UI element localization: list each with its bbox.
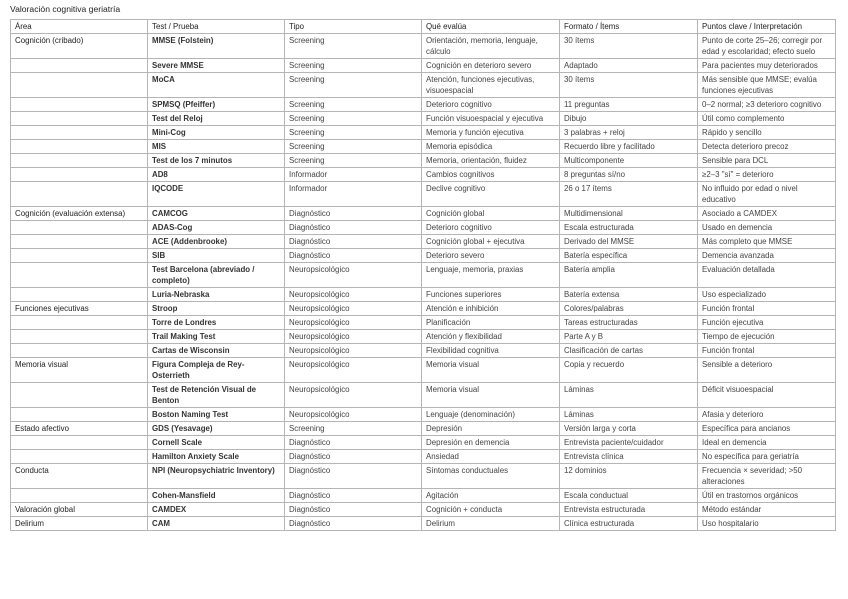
type-cell: Screening <box>285 34 422 59</box>
area-cell: Delirium <box>11 517 148 531</box>
evaluates-cell: Síntomas conductuales <box>422 464 560 489</box>
header-evaluates: Qué evalúa <box>422 20 560 34</box>
area-cell: Estado afectivo <box>11 422 148 436</box>
key-points-cell: Sensible para DCL <box>698 154 836 168</box>
area-cell <box>11 408 148 422</box>
assessment-table <box>10 19 836 531</box>
test-cell: NPI (Neuropsychiatric Inventory) <box>148 464 285 489</box>
format-cell: Escala conductual <box>560 489 698 503</box>
evaluates-cell: Función visuoespacial y ejecutiva <box>422 112 560 126</box>
test-cell: Boston Naming Test <box>148 408 285 422</box>
table-row <box>11 73 836 98</box>
format-cell: Tareas estructuradas <box>560 316 698 330</box>
evaluates-cell: Cognición en deterioro severo <box>422 59 560 73</box>
test-cell: CAMCOG <box>148 207 285 221</box>
test-cell: ACE (Addenbrooke) <box>148 235 285 249</box>
table-row <box>11 235 836 249</box>
format-cell: 3 palabras + reloj <box>560 126 698 140</box>
header-area: Área <box>11 20 148 34</box>
key-points-cell: Función frontal <box>698 302 836 316</box>
test-cell: Cohen-Mansfield <box>148 489 285 503</box>
table-row <box>11 288 836 302</box>
type-cell: Neuropsicológico <box>285 408 422 422</box>
type-cell: Neuropsicológico <box>285 288 422 302</box>
test-cell: Torre de Londres <box>148 316 285 330</box>
format-cell: Batería extensa <box>560 288 698 302</box>
area-cell: Cognición (cribado) <box>11 34 148 59</box>
type-cell: Neuropsicológico <box>285 383 422 408</box>
area-cell <box>11 316 148 330</box>
type-cell: Screening <box>285 126 422 140</box>
format-cell: 30 ítems <box>560 34 698 59</box>
type-cell: Screening <box>285 422 422 436</box>
area-cell <box>11 140 148 154</box>
format-cell: Multicomponente <box>560 154 698 168</box>
format-cell: 12 dominios <box>560 464 698 489</box>
area-cell: Funciones ejecutivas <box>11 302 148 316</box>
type-cell: Neuropsicológico <box>285 358 422 383</box>
table-row <box>11 221 836 235</box>
table-header-row <box>11 20 836 34</box>
key-points-cell: Afasia y deterioro <box>698 408 836 422</box>
area-cell <box>11 450 148 464</box>
type-cell: Screening <box>285 154 422 168</box>
test-cell: Hamilton Anxiety Scale <box>148 450 285 464</box>
key-points-cell: Evaluación detallada <box>698 263 836 288</box>
type-cell: Neuropsicológico <box>285 302 422 316</box>
area-cell <box>11 436 148 450</box>
test-cell: MMSE (Folstein) <box>148 34 285 59</box>
type-cell: Screening <box>285 112 422 126</box>
area-cell <box>11 288 148 302</box>
key-points-cell: Rápido y sencillo <box>698 126 836 140</box>
format-cell: Multidimensional <box>560 207 698 221</box>
test-cell: MoCA <box>148 73 285 98</box>
table-row <box>11 59 836 73</box>
key-points-cell: Sensible a deterioro <box>698 358 836 383</box>
evaluates-cell: Funciones superiores <box>422 288 560 302</box>
format-cell: Parte A y B <box>560 330 698 344</box>
area-cell <box>11 330 148 344</box>
type-cell: Diagnóstico <box>285 436 422 450</box>
format-cell: Versión larga y corta <box>560 422 698 436</box>
evaluates-cell: Atención, funciones ejecutivas, visuoespacial <box>422 73 560 98</box>
area-cell <box>11 221 148 235</box>
key-points-cell: ≥2–3 "sí" = deterioro <box>698 168 836 182</box>
key-points-cell: 0–2 normal; ≥3 deterioro cognitivo <box>698 98 836 112</box>
key-points-cell: Uso especializado <box>698 288 836 302</box>
area-cell <box>11 344 148 358</box>
type-cell: Informador <box>285 182 422 207</box>
evaluates-cell: Cognición global + ejecutiva <box>422 235 560 249</box>
table-row <box>11 450 836 464</box>
header-key-points: Puntos clave / Interpretación <box>698 20 836 34</box>
area-cell: Conducta <box>11 464 148 489</box>
evaluates-cell: Deterioro cognitivo <box>422 98 560 112</box>
type-cell: Diagnóstico <box>285 235 422 249</box>
area-cell <box>11 168 148 182</box>
table-row <box>11 358 836 383</box>
table-row <box>11 503 836 517</box>
evaluates-cell: Memoria visual <box>422 358 560 383</box>
evaluates-cell: Lenguaje (denominación) <box>422 408 560 422</box>
format-cell: Láminas <box>560 383 698 408</box>
key-points-cell: Uso hospitalario <box>698 517 836 531</box>
document-title: Valoración cognitiva geriatría <box>10 4 121 14</box>
type-cell: Diagnóstico <box>285 517 422 531</box>
key-points-cell: Útil en trastornos orgánicos <box>698 489 836 503</box>
evaluates-cell: Delirium <box>422 517 560 531</box>
test-cell: Test de los 7 minutos <box>148 154 285 168</box>
key-points-cell: Función frontal <box>698 344 836 358</box>
area-cell <box>11 73 148 98</box>
evaluates-cell: Cognición + conducta <box>422 503 560 517</box>
key-points-cell: Específica para ancianos <box>698 422 836 436</box>
table-row <box>11 140 836 154</box>
table-row <box>11 263 836 288</box>
header-format: Formato / Ítems <box>560 20 698 34</box>
evaluates-cell: Ansiedad <box>422 450 560 464</box>
evaluates-cell: Memoria episódica <box>422 140 560 154</box>
table-row <box>11 383 836 408</box>
test-cell: GDS (Yesavage) <box>148 422 285 436</box>
table-row <box>11 182 836 207</box>
key-points-cell: Ideal en demencia <box>698 436 836 450</box>
type-cell: Screening <box>285 59 422 73</box>
type-cell: Screening <box>285 140 422 154</box>
table-row <box>11 464 836 489</box>
key-points-cell: Función ejecutiva <box>698 316 836 330</box>
area-cell <box>11 249 148 263</box>
key-points-cell: Usado en demencia <box>698 221 836 235</box>
table-row <box>11 408 836 422</box>
format-cell: 8 preguntas sí/no <box>560 168 698 182</box>
evaluates-cell: Deterioro cognitivo <box>422 221 560 235</box>
type-cell: Neuropsicológico <box>285 316 422 330</box>
test-cell: Stroop <box>148 302 285 316</box>
table-row <box>11 34 836 59</box>
header-test: Test / Prueba <box>148 20 285 34</box>
test-cell: CAM <box>148 517 285 531</box>
area-cell <box>11 112 148 126</box>
key-points-cell: Punto de corte 25–26; corregir por edad y escolaridad; efecto suelo <box>698 34 836 59</box>
evaluates-cell: Agitación <box>422 489 560 503</box>
area-cell: Cognición (evaluación extensa) <box>11 207 148 221</box>
area-cell: Memoria visual <box>11 358 148 383</box>
test-cell: SIB <box>148 249 285 263</box>
format-cell: Entrevista paciente/cuidador <box>560 436 698 450</box>
format-cell: 26 o 17 ítems <box>560 182 698 207</box>
area-cell <box>11 98 148 112</box>
test-cell: Test Barcelona (abreviado / completo) <box>148 263 285 288</box>
format-cell: Adaptado <box>560 59 698 73</box>
evaluates-cell: Memoria visual <box>422 383 560 408</box>
format-cell: Derivado del MMSE <box>560 235 698 249</box>
area-cell <box>11 383 148 408</box>
evaluates-cell: Orientación, memoria, lenguaje, cálculo <box>422 34 560 59</box>
evaluates-cell: Memoria, orientación, fluidez <box>422 154 560 168</box>
key-points-cell: Más completo que MMSE <box>698 235 836 249</box>
area-cell <box>11 182 148 207</box>
test-cell: Luria-Nebraska <box>148 288 285 302</box>
table-row <box>11 112 836 126</box>
test-cell: IQCODE <box>148 182 285 207</box>
evaluates-cell: Planificación <box>422 316 560 330</box>
table-row <box>11 316 836 330</box>
key-points-cell: Método estándar <box>698 503 836 517</box>
test-cell: Cornell Scale <box>148 436 285 450</box>
format-cell: 30 ítems <box>560 73 698 98</box>
type-cell: Screening <box>285 98 422 112</box>
table-row <box>11 344 836 358</box>
evaluates-cell: Depresión <box>422 422 560 436</box>
table-row <box>11 422 836 436</box>
table-row <box>11 207 836 221</box>
evaluates-cell: Deterioro severo <box>422 249 560 263</box>
evaluates-cell: Lenguaje, memoria, praxias <box>422 263 560 288</box>
test-cell: Mini-Cog <box>148 126 285 140</box>
test-cell: SPMSQ (Pfeiffer) <box>148 98 285 112</box>
test-cell: AD8 <box>148 168 285 182</box>
key-points-cell: Frecuencia × severidad; >50 alteraciones <box>698 464 836 489</box>
table-row <box>11 489 836 503</box>
area-cell: Valoración global <box>11 503 148 517</box>
table-row <box>11 330 836 344</box>
test-cell: Test del Reloj <box>148 112 285 126</box>
area-cell <box>11 235 148 249</box>
format-cell: 11 preguntas <box>560 98 698 112</box>
format-cell: Batería específica <box>560 249 698 263</box>
format-cell: Entrevista estructurada <box>560 503 698 517</box>
evaluates-cell: Atención e inhibición <box>422 302 560 316</box>
table-row <box>11 126 836 140</box>
type-cell: Diagnóstico <box>285 221 422 235</box>
evaluates-cell: Memoria y función ejecutiva <box>422 126 560 140</box>
test-cell: MIS <box>148 140 285 154</box>
format-cell: Clínica estructurada <box>560 517 698 531</box>
evaluates-cell: Cambios cognitivos <box>422 168 560 182</box>
key-points-cell: Útil como complemento <box>698 112 836 126</box>
type-cell: Diagnóstico <box>285 503 422 517</box>
key-points-cell: Tiempo de ejecución <box>698 330 836 344</box>
table-row <box>11 98 836 112</box>
type-cell: Neuropsicológico <box>285 263 422 288</box>
format-cell: Batería amplia <box>560 263 698 288</box>
test-cell: Severe MMSE <box>148 59 285 73</box>
format-cell: Láminas <box>560 408 698 422</box>
table-row <box>11 168 836 182</box>
evaluates-cell: Atención y flexibilidad <box>422 330 560 344</box>
type-cell: Screening <box>285 73 422 98</box>
key-points-cell: Déficit visuoespacial <box>698 383 836 408</box>
table-row <box>11 154 836 168</box>
test-cell: Test de Retención Visual de Benton <box>148 383 285 408</box>
table-row <box>11 436 836 450</box>
test-cell: ADAS-Cog <box>148 221 285 235</box>
evaluates-cell: Flexibilidad cognitiva <box>422 344 560 358</box>
key-points-cell: Más sensible que MMSE; evalúa funciones ejecutivas <box>698 73 836 98</box>
type-cell: Diagnóstico <box>285 464 422 489</box>
evaluates-cell: Cognición global <box>422 207 560 221</box>
key-points-cell: Asociado a CAMDEX <box>698 207 836 221</box>
format-cell: Clasificación de cartas <box>560 344 698 358</box>
table-body <box>11 34 836 531</box>
type-cell: Diagnóstico <box>285 207 422 221</box>
header-type: Tipo <box>285 20 422 34</box>
format-cell: Entrevista clínica <box>560 450 698 464</box>
key-points-cell: Detecta deterioro precoz <box>698 140 836 154</box>
table-row <box>11 302 836 316</box>
type-cell: Neuropsicológico <box>285 344 422 358</box>
format-cell: Dibujo <box>560 112 698 126</box>
area-cell <box>11 489 148 503</box>
type-cell: Diagnóstico <box>285 249 422 263</box>
type-cell: Diagnóstico <box>285 450 422 464</box>
format-cell: Copia y recuerdo <box>560 358 698 383</box>
area-cell <box>11 154 148 168</box>
key-points-cell: Para pacientes muy deteriorados <box>698 59 836 73</box>
type-cell: Informador <box>285 168 422 182</box>
key-points-cell: No influido por edad o nivel educativo <box>698 182 836 207</box>
format-cell: Escala estructurada <box>560 221 698 235</box>
test-cell: Cartas de Wisconsin <box>148 344 285 358</box>
area-cell <box>11 263 148 288</box>
evaluates-cell: Depresión en demencia <box>422 436 560 450</box>
key-points-cell: Demencia avanzada <box>698 249 836 263</box>
table-row <box>11 249 836 263</box>
test-cell: CAMDEX <box>148 503 285 517</box>
key-points-cell: No específica para geriatría <box>698 450 836 464</box>
type-cell: Diagnóstico <box>285 489 422 503</box>
evaluates-cell: Declive cognitivo <box>422 182 560 207</box>
type-cell: Neuropsicológico <box>285 330 422 344</box>
area-cell <box>11 126 148 140</box>
format-cell: Recuerdo libre y facilitado <box>560 140 698 154</box>
test-cell: Figura Compleja de Rey-Osterrieth <box>148 358 285 383</box>
table-row <box>11 517 836 531</box>
format-cell: Colores/palabras <box>560 302 698 316</box>
area-cell <box>11 59 148 73</box>
test-cell: Trail Making Test <box>148 330 285 344</box>
